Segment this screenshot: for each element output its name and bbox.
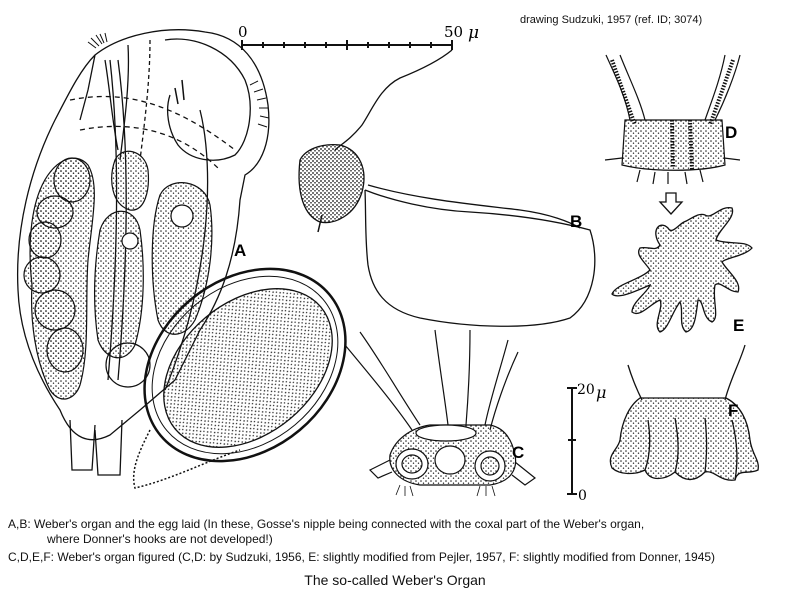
- panel-b-organ: [299, 50, 595, 326]
- side-scale-bar: [567, 388, 577, 494]
- panel-a-label: A: [234, 241, 247, 260]
- side-scale-end: 20: [577, 382, 595, 398]
- drawing-credit: drawing Sudzuki, 1957 (ref. ID; 3074): [520, 14, 703, 26]
- panel-f-label: F: [728, 401, 739, 420]
- panel-e-label: E: [733, 316, 745, 335]
- caption-cdef: C,D,E,F: Weber's organ figured (C,D: by Sudzuki, 1956, E: slightly modified from Pejler, 1957, F: slightly modified from Donner, 1945): [8, 550, 716, 564]
- top-scale-bar: [242, 40, 452, 50]
- figure-title: The so-called Weber's Organ: [304, 572, 486, 588]
- top-scale-end: 50: [444, 23, 464, 41]
- arrow-down-icon: [660, 193, 682, 214]
- panel-b-label: B: [570, 212, 583, 231]
- panel-a-egg: [106, 229, 384, 501]
- panel-c-organ: [345, 330, 535, 496]
- top-scale-unit: μ: [468, 23, 480, 43]
- caption-ab-line1: A,B: Weber's organ and the egg laid (In these, Gosse's nipple being connected with the coxal part of the Weber's organ,: [8, 517, 645, 531]
- side-scale-start: 0: [578, 488, 587, 504]
- panel-e-organ: [612, 208, 752, 332]
- side-scale-unit: μ: [596, 383, 607, 402]
- top-scale-start: 0: [238, 23, 248, 41]
- caption-ab-line2: where Donner's hooks are not developed!): [47, 532, 273, 546]
- panel-d-organ: [605, 55, 740, 184]
- panel-d-label: D: [725, 123, 738, 142]
- panel-c-label: C: [512, 443, 525, 462]
